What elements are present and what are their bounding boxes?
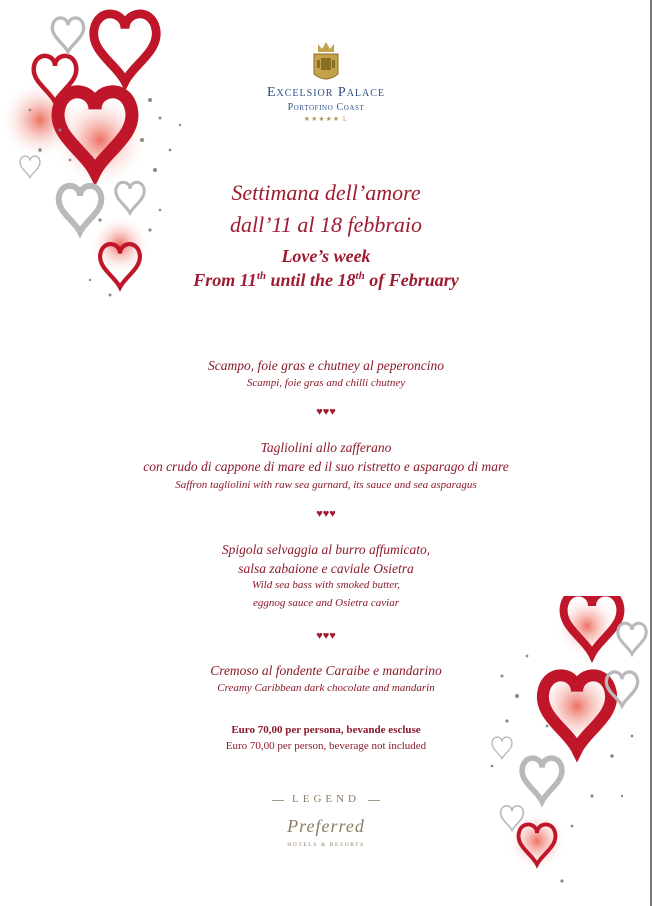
hotel-crest-logo (306, 40, 346, 86)
course-1-english: Scampi, foie gras and chilli chutney (246, 377, 406, 389)
hotel-name: Excelsior Palace (266, 85, 386, 100)
title-italian-line-2: dall’11 al 18 febbraio (229, 212, 423, 237)
price-italian: Euro 70,00 per persona, bevande escluse (231, 724, 421, 736)
preferred-logo-subtitle: HOTELS & RESORTS (287, 842, 365, 848)
hotel-stars: ★★★★★ L (303, 115, 349, 123)
hotel-subtitle: Portofino Coast (287, 102, 365, 113)
course-3-italian-line-1: Spigola selvaggia al burro affumicato, (221, 542, 431, 557)
legend-logo-text: LEGEND (292, 793, 360, 805)
course-4-english: Creamy Caribbean dark chocolate and mandarin (217, 682, 435, 694)
course-3-english-line-1: Wild sea bass with smoked butter, (252, 579, 400, 591)
course-2-italian-line-1: Tagliolini allo zafferano (260, 440, 392, 455)
title-italian-line-1: Settimana dell’amore (231, 180, 421, 205)
hearts-separator: ♥♥♥ (316, 406, 336, 418)
course-3-italian-line-2: salsa zabaione e caviale Osietra (238, 561, 414, 576)
price-english: Euro 70,00 per person, beverage not included (225, 740, 427, 752)
preferred-logo-text: Preferred (287, 816, 365, 836)
hearts-separator: ♥♥♥ (316, 630, 336, 642)
title-english-line-1: Love’s week (281, 246, 371, 266)
hearts-separator: ♥♥♥ (316, 508, 336, 520)
course-2-italian-line-2: con crudo di cappone di mare ed il suo ristretto e asparago di mare (143, 459, 509, 474)
course-4-italian: Cremoso al fondente Caraibe e mandarino (210, 663, 442, 678)
course-1-italian: Scampo, foie gras e chutney al peperoncino (207, 358, 445, 373)
course-2-english: Saffron tagliolini with raw sea gurnard, its sauce and sea asparagus (175, 479, 477, 491)
course-3-english-line-2: eggnog sauce and Osietra caviar (252, 597, 400, 609)
title-english-line-2: From 11th until the 18th of February (193, 270, 459, 290)
